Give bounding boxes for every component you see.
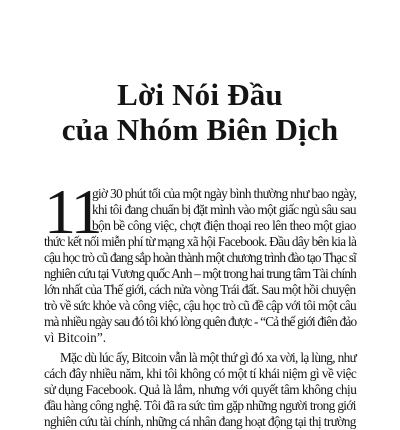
title-line-2: của Nhóm Biên Dịch (61, 112, 339, 147)
paragraph-line: trò về sức khỏe và công việc, cậu học trò cũ đề cập với tôi một câu (44, 298, 357, 313)
paragraph-line: cách đây nhiều năm, khi tôi không có một tí khái niệm gì về việc (44, 366, 357, 381)
paragraph-line: vì Bitcoin”. (44, 330, 107, 345)
paragraph-line: Mặc dù lúc ấy, Bitcoin vẫn là một thứ gì đó xa vời, lạ lùng, như (60, 350, 357, 365)
paragraph-line: đầu hàng công nghệ. Tôi đã ra sức tìm gặp những người trong giới (44, 398, 356, 413)
paragraph-line: mà nhiều ngày sau đó tôi khó lòng quên được - “Cả thế giới điên đảo (44, 314, 357, 329)
paragraph-line: bộn bề công việc, chợt điện thoại reo lên theo một giao (92, 218, 356, 233)
title-line-1: Lời Nói Đầu (117, 77, 283, 112)
paragraph-line: sử dụng Facebook. Quả là lắm, nhưng với quyết tâm không chịu (44, 382, 357, 397)
paragraph-line: cậu học trò cũ đang sắp hoàn thành một chương trình đào tạo Thạc sĩ (44, 250, 357, 265)
paragraph-line: nghiên cứu tại Vương quốc Anh – một trong hai trung tâm Tài chính (44, 266, 357, 281)
paragraph-line: lớn nhất của Thế giới, cách nửa vòng Trái đất. Sau một hồi chuyện (44, 282, 356, 297)
paragraph-line: nghiên cứu tài chính, những cá nhân đang hoạt động tại thị trường (44, 414, 356, 429)
paragraph-line: giờ 30 phút tối của một ngày bình thường như bao ngày, (92, 186, 357, 201)
drop-cap: 11 (44, 176, 100, 247)
paragraph-line: khi tôi đang chuẩn bị đặt mình vào một giấc ngủ sâu sau (92, 202, 356, 217)
paragraph-line: thức kết nối miễn phí từ mạng xã hội Facebook. Đầu dây bên kia là (44, 234, 357, 249)
